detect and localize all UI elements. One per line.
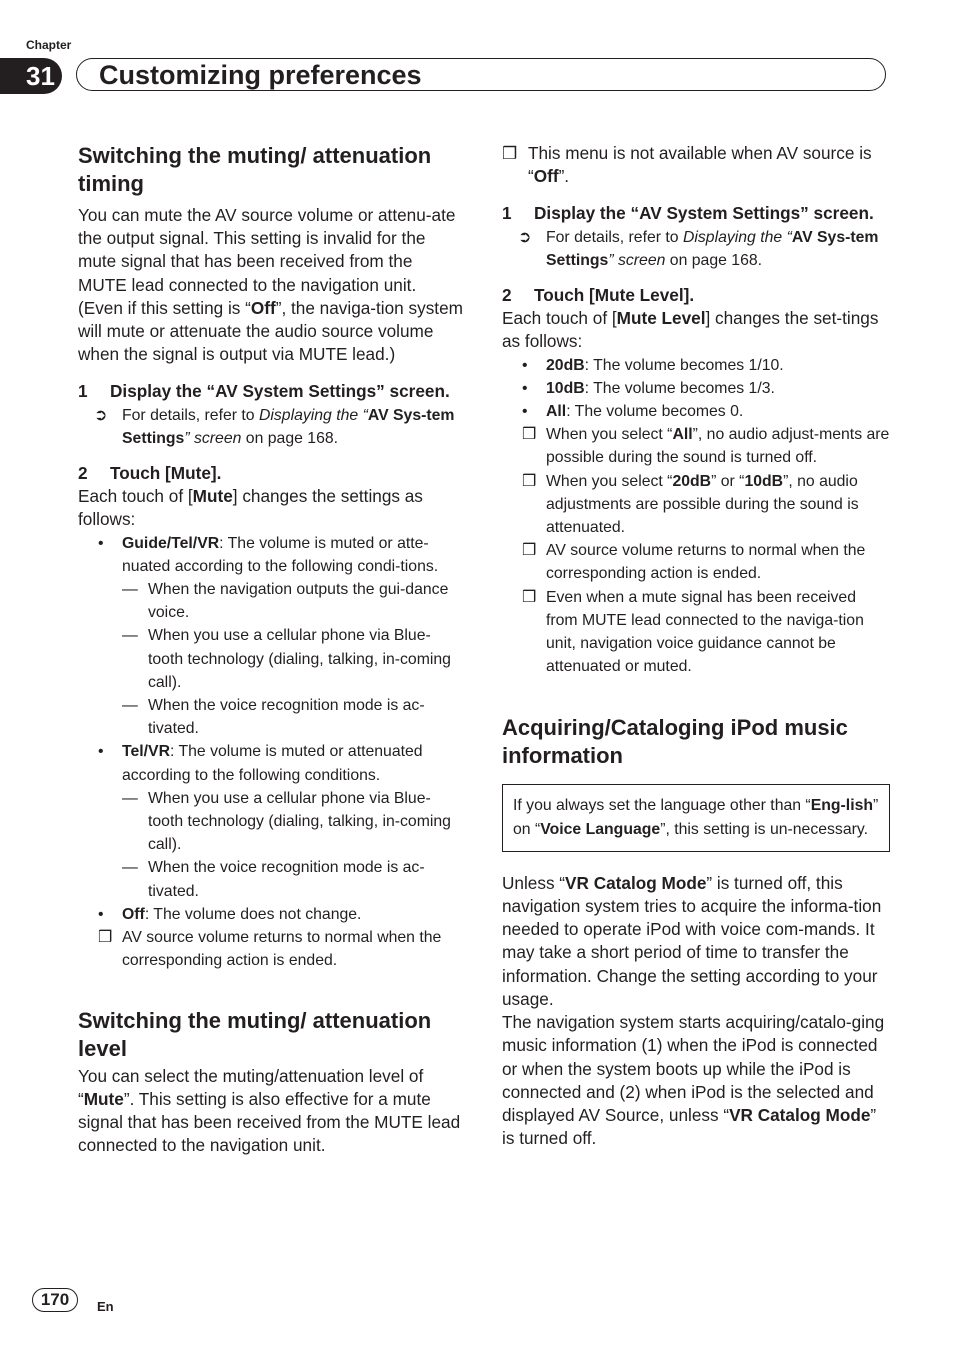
note-box-icon: ❒ bbox=[522, 426, 537, 444]
ipod-heading: Acquiring/Cataloging iPod music information bbox=[502, 715, 848, 769]
bullet-icon: • bbox=[522, 379, 528, 397]
note-box-icon: ❒ bbox=[502, 143, 518, 163]
note-box-icon: ❒ bbox=[522, 472, 537, 490]
page-number: 170 bbox=[32, 1288, 78, 1312]
note-box-icon: ❒ bbox=[98, 929, 113, 947]
timing-option2-condition: — When the voice recognition mode is ac-tivated. bbox=[78, 856, 464, 902]
level-note-volume-returns: ❒ AV source volume returns to normal when the corresponding action is ended. bbox=[502, 539, 890, 585]
arrow-icon: ➲ bbox=[518, 228, 532, 246]
dash-icon: — bbox=[122, 859, 138, 877]
chapter-label: Chapter bbox=[26, 38, 72, 52]
level-option-10db: • 10dB: The volume becomes 1/3. bbox=[502, 377, 890, 400]
dash-icon: — bbox=[122, 789, 138, 807]
note-box-icon: ❒ bbox=[522, 588, 537, 606]
bullet-icon: • bbox=[98, 534, 104, 552]
level-step-1: 1 Display the “AV System Settings” screen. bbox=[502, 203, 874, 224]
chapter-number: 31 bbox=[0, 58, 62, 94]
timing-option1-condition: — When you use a cellular phone via Blue-tooth technology (dialing, talking, in-coming call). bbox=[78, 624, 464, 694]
bullet-icon: • bbox=[522, 403, 528, 421]
timing-option-guide-tel-vr: • Guide/Tel/VR: The volume is muted or atte-nuated according to the following condi-tions. bbox=[78, 532, 464, 578]
timing-step-1: 1 Display the “AV System Settings” screen. bbox=[78, 381, 450, 402]
bullet-icon: • bbox=[522, 356, 528, 374]
timing-option-off: • Off: The volume does not change. bbox=[78, 903, 464, 926]
chapter-title: Customizing preferences bbox=[76, 58, 886, 91]
level-step-2: 2 Touch [Mute Level]. bbox=[502, 285, 695, 306]
timing-step-2: 2 Touch [Mute]. bbox=[78, 463, 222, 484]
ipod-paragraph-1: Unless “VR Catalog Mode” is turned off, this navigation system tries to acquire the informa-tion needed to operate iPod with voice com-mands. It may take a short period of time to transfer the information. Change the setting according to your usage. bbox=[502, 872, 882, 1009]
dash-icon: — bbox=[122, 627, 138, 645]
level-step1-reference: ➲ For details, refer to Displaying the “AV Sys-tem Settings” screen on page 168. bbox=[502, 226, 890, 272]
timing-option2-condition: — When you use a cellular phone via Blue-tooth technology (dialing, talking, in-coming call). bbox=[78, 787, 464, 857]
level-heading: Switching the muting/ attenuation level bbox=[78, 1007, 432, 1061]
timing-intro: You can mute the AV source volume or attenu-ate the output signal. This setting is invalid for the mute signal that has been received from the MUTE lead connected to the navigation unit. (Even if this setting is “Off”, the naviga-tion system will mute or attenuate the audio source volume when the signal is output via MUTE lead.) bbox=[78, 205, 463, 365]
level-note-20db-10db: ❒ When you select “20dB” or “10dB”, no audio adjustments are possible during the sound is attenuated. bbox=[502, 470, 890, 540]
timing-option1-condition: — When the navigation outputs the gui-dance voice. bbox=[78, 578, 464, 624]
timing-option-tel-vr: • Tel/VR: The volume is muted or attenuated according to the following conditions. bbox=[78, 740, 464, 786]
dash-icon: — bbox=[122, 697, 138, 715]
level-option-all: • All: The volume becomes 0. bbox=[502, 400, 890, 423]
level-step2-desc: Each touch of [Mute Level] changes the set-tings as follows: bbox=[502, 308, 879, 352]
bullet-icon: • bbox=[98, 905, 104, 923]
left-column bbox=[78, 142, 464, 1157]
note-box-icon: ❒ bbox=[522, 542, 537, 560]
level-option-20db: • 20dB: The volume becomes 1/10. bbox=[502, 354, 890, 377]
timing-option1-condition: — When the voice recognition mode is ac-tivated. bbox=[78, 694, 464, 740]
right-column bbox=[502, 142, 890, 1150]
timing-step2-desc: Each touch of [Mute] changes the settings as follows: bbox=[78, 486, 423, 530]
level-availability-note: ❒ This menu is not available when AV source is “Off”. bbox=[502, 143, 872, 187]
arrow-icon: ➲ bbox=[94, 406, 108, 424]
bullet-icon: • bbox=[98, 743, 104, 761]
timing-step1-reference: ➲ For details, refer to Displaying the “AV Sys-tem Settings” screen on page 168. bbox=[78, 404, 464, 450]
timing-note: ❒ AV source volume returns to normal when the corresponding action is ended. bbox=[78, 926, 464, 972]
timing-heading: Switching the muting/ attenuation timing bbox=[78, 143, 432, 196]
language-code: En bbox=[97, 1299, 114, 1314]
ipod-paragraph-2: The navigation system starts acquiring/catalo-ging music information (1) when the iPod is connected or when the system boots up while the iPod is connected and (2) when iPod is the selected and displayed AV Source, unless “VR Catalog Mode” is turned off. bbox=[502, 1012, 885, 1149]
level-note-guidance: ❒ Even when a mute signal has been received from MUTE lead connected to the naviga-tion unit, navigation voice guidance cannot be attenuated or muted. bbox=[502, 586, 890, 679]
level-note-all: ❒ When you select “All”, no audio adjust-ments are possible during the sound is turned off. bbox=[502, 423, 890, 469]
dash-icon: — bbox=[122, 581, 138, 599]
level-intro: You can select the muting/attenuation level of “Mute”. This setting is also effective for a mute signal that has been received from the MUTE lead connected to the navigation unit. bbox=[78, 1065, 461, 1156]
ipod-language-notice: If you always set the language other than “Eng-lish” on “Voice Language”, this setting is un-necessary. bbox=[502, 784, 890, 851]
